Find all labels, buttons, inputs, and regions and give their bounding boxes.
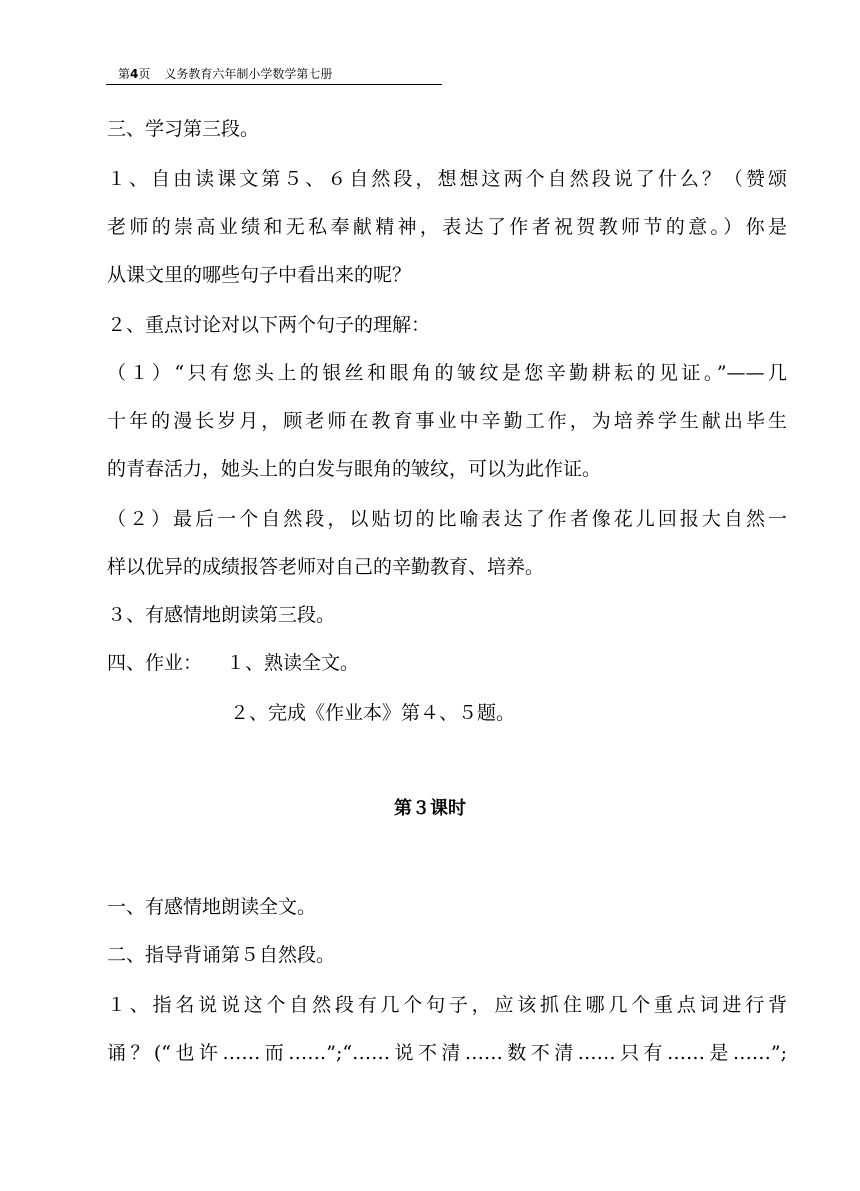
page-header [106, 64, 442, 85]
body-line: 十年的漫长岁月，顾老师在教育事业中辛勤工作，为培养学生献出毕生 [107, 410, 787, 432]
body-line: 从课文里的哪些句子中看出来的呢？ [107, 264, 412, 286]
homework-item-1: １、熟读全文。 [226, 652, 360, 674]
body-line: 的青春活力，她头上的白发与眼角的皱纹，可以为此作证。 [107, 458, 602, 480]
body-line: （１）“只有您头上的银丝和眼角的皱纹是您辛勤耕耘的见证。”——几 [107, 362, 787, 384]
lesson-3-title: 第３课时 [394, 798, 466, 819]
homework-label: 四、作业： [107, 652, 203, 674]
section-3-heading: 三、学习第三段。 [107, 118, 260, 140]
body-line: 样以优异的成绩报答老师对自己的辛勤教育、培养。 [107, 556, 545, 578]
homework-line [107, 654, 787, 673]
homework-item-2: ２、完成《作业本》第４、５题。 [230, 702, 516, 724]
body-line: ３、有感情地朗读第三段。 [107, 604, 336, 626]
body-line: 老师的崇高业绩和无私奉献精神，表达了作者祝贺教师节的意。）你是 [107, 216, 787, 238]
body-line: （２）最后一个自然段，以贴切的比喻表达了作者像花儿回报大自然一 [107, 508, 787, 530]
page-number: 4 [130, 67, 139, 81]
book-title: 义务教育六年制小学数学第七册 [164, 67, 333, 81]
body-line: 二、指导背诵第５自然段。 [107, 944, 336, 966]
body-line: ２、重点讨论对以下两个句子的理解： [107, 314, 431, 336]
body-line: 一、有感情地朗读全文。 [107, 896, 317, 918]
body-line: 诵？(“也许……而……”;“……说不清……数不清……只有……是……”; [107, 1042, 787, 1064]
page-number-label: 第4页 [118, 67, 151, 81]
body-line: １、自由读课文第５、６自然段，想想这两个自然段说了什么？（赞颂 [107, 168, 787, 190]
body-line: １、指名说说这个自然段有几个句子，应该抓住哪几个重点词进行背 [107, 994, 787, 1016]
